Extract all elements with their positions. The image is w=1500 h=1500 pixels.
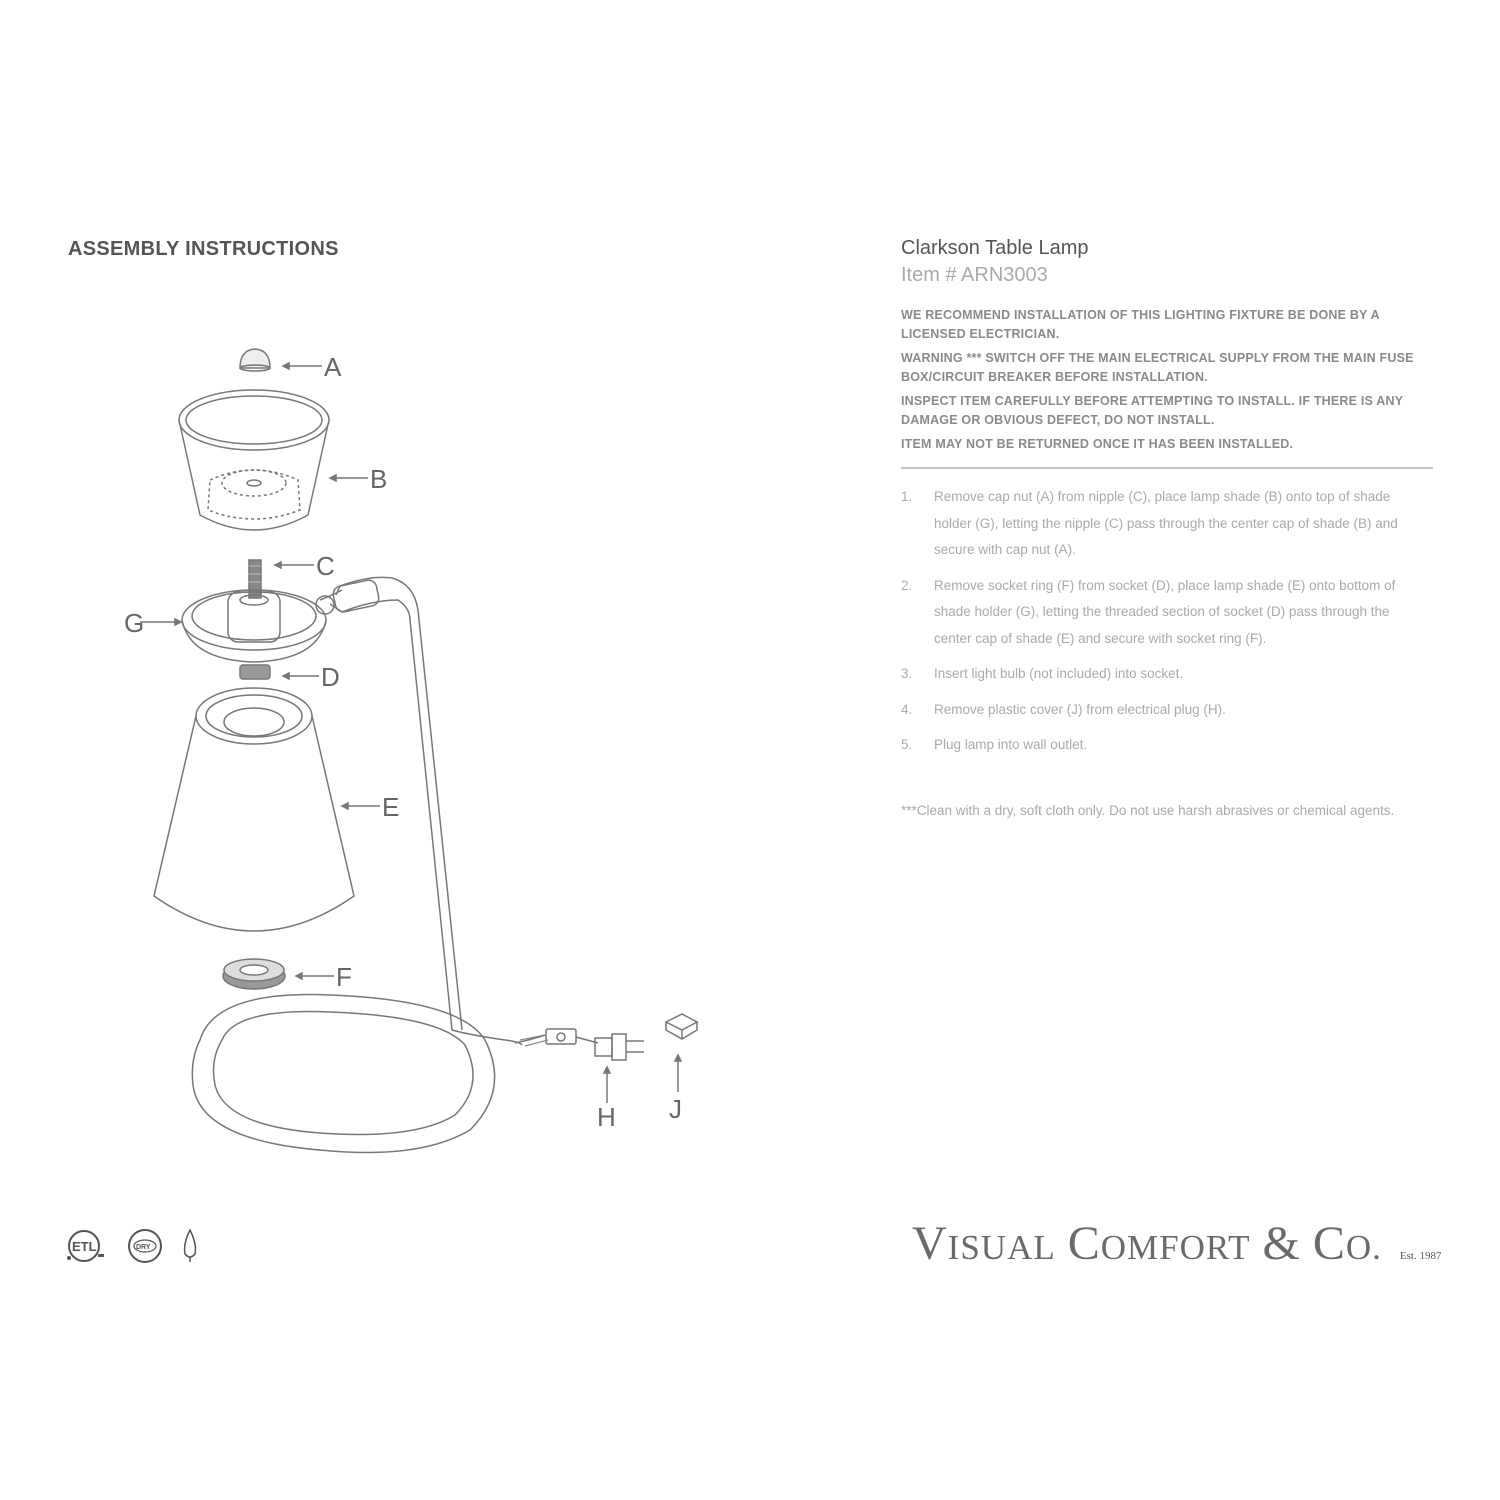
step-number: 3. (901, 666, 913, 681)
label-h: H (597, 1102, 616, 1132)
label-f: F (336, 962, 352, 992)
established-year: Est. 1987 (1399, 1250, 1442, 1262)
item-number: Item # ARN3003 (901, 264, 1048, 286)
label-c: C (316, 551, 335, 581)
socket-part (240, 665, 270, 679)
svg-text:ETL: ETL (72, 1239, 97, 1254)
cap-nut-part (240, 349, 270, 371)
warning-text: ITEM MAY NOT BE RETURNED ONCE IT HAS BEEN INSTALLED. (901, 437, 1294, 451)
step-text: Insert light bulb (not included) into socket. (934, 666, 1184, 681)
certification-marks (64, 1224, 204, 1268)
svg-text:DRY: DRY (136, 1244, 151, 1251)
label-b: B (370, 464, 388, 494)
step-text: Remove cap nut (A) from nipple (C), place lamp shade (B) onto top of shade holder (G), letting the nipple (C) pass through the center cap of shade (B) and secure with cap nut (A). (934, 489, 1398, 557)
label-j: J (669, 1094, 682, 1124)
label-d: D (321, 662, 340, 692)
warning-text: WE RECOMMEND INSTALLATION OF THIS LIGHTING FIXTURE BE DONE BY A LICENSED ELECTRICIAN. (901, 308, 1380, 341)
label-e: E (382, 792, 400, 822)
instruction-step (901, 573, 1421, 653)
instruction-steps (901, 484, 1421, 768)
bulb-icon (185, 1230, 196, 1262)
plastic-cover-part (666, 1014, 697, 1039)
etl-listed-icon (67, 1231, 104, 1261)
divider (901, 467, 1433, 469)
step-number: 2. (901, 577, 913, 593)
shade-holder-part (182, 577, 462, 1030)
care-note: ***Clean with a dry, soft cloth only. Do not use harsh abrasives or chemical agents. (901, 803, 1395, 818)
product-name: Clarkson Table Lamp (901, 237, 1089, 259)
electrical-plug-part (595, 1034, 644, 1060)
dry-rated-icon (129, 1230, 161, 1262)
step-text: Remove socket ring (F) from socket (D), place lamp shade (E) onto bottom of shade holder (G), letting the threaded section of socket (D) pass through the center cap of shade (E) and secure with socket ring (F). (934, 577, 1396, 646)
warning-text: WARNING *** SWITCH OFF THE MAIN ELECTRICAL SUPPLY FROM THE MAIN FUSE BOX/CIRCUIT BREAKER BEFORE INSTALLATION. (901, 351, 1414, 384)
label-a: A (324, 352, 342, 382)
step-number: 1. (901, 489, 913, 504)
label-g: G (124, 608, 145, 638)
lower-shade-part (154, 688, 354, 931)
warning-text: INSPECT ITEM CAREFULLY BEFORE ATTEMPTING TO INSTALL. IF THERE IS ANY DAMAGE OR OBVIOUS DEFECT, DO NOT INSTALL. (901, 394, 1404, 427)
instruction-step (901, 661, 1421, 688)
brand-logo: VISUAL COMFORT & CO. Est. 1987 (912, 1217, 1442, 1270)
warnings-block (901, 306, 1433, 459)
step-number: 5. (901, 737, 913, 752)
page-title: ASSEMBLY INSTRUCTIONS (68, 238, 339, 260)
lamp-base-part (192, 995, 598, 1153)
step-number: 4. (901, 701, 913, 717)
instruction-step (901, 697, 1421, 724)
instruction-step (901, 732, 1421, 759)
step-text: Remove plastic cover (J) from electrical plug (H). (934, 701, 1226, 717)
socket-ring-part (223, 959, 285, 989)
instruction-step (901, 484, 1421, 564)
step-text: Plug lamp into wall outlet. (934, 737, 1088, 752)
exploded-diagram (0, 0, 760, 1200)
top-shade-part (179, 390, 329, 530)
